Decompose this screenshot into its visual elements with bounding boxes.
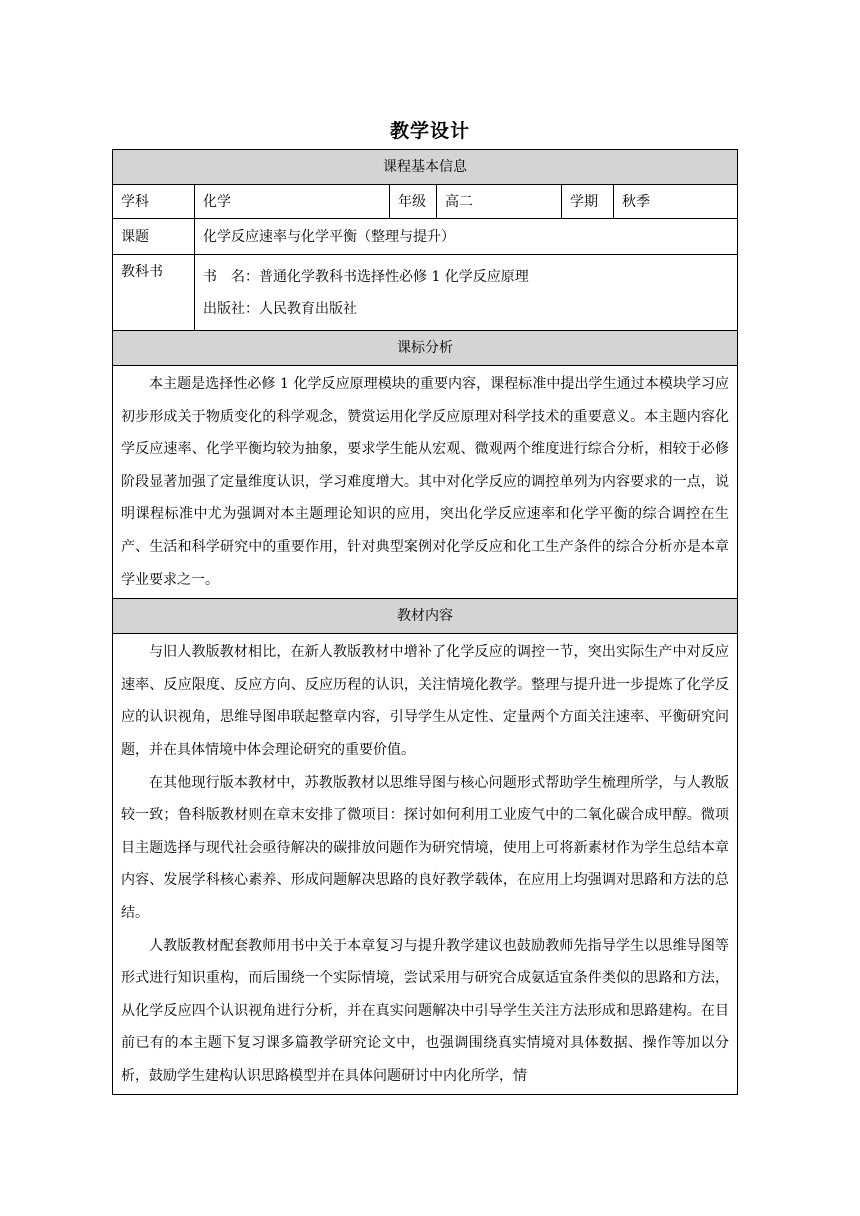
section-header-curriculum-analysis xyxy=(113,331,738,366)
textbook-row xyxy=(113,255,738,331)
basic-info-row xyxy=(113,185,738,219)
textbook-info xyxy=(195,255,738,331)
curriculum-analysis-row xyxy=(113,366,738,599)
term-label: 学期 xyxy=(562,185,614,219)
page-title: 教学设计 xyxy=(389,120,470,142)
grade-label: 年级 xyxy=(390,185,437,219)
term-value: 秋季 xyxy=(614,185,738,219)
subject-value: 化学 xyxy=(195,185,390,219)
section-title: 教材内容 xyxy=(113,599,738,634)
textbook-paragraph: 与旧人教版教材相比，在新人教版教材中增补了化学反应的调控一节，突出实际生产中对反应速率、反应限度、反应方向、反应历程的认识，关注情境化教学。整理与提升进一步提炼了化学反应的认识视角，思维导图串联起整章内容，引导学生从定性、定量两个方面关注速率、平衡研究问题，并在具体情境中体会理论研究的重要价值。 xyxy=(121,644,730,758)
subject-label: 学科 xyxy=(113,185,195,219)
course-info-table xyxy=(112,149,738,1095)
curriculum-analysis-cell xyxy=(113,366,738,599)
textbook-content-cell xyxy=(113,634,738,1095)
textbook-paragraph: 在其他现行版本教材中，苏教版教材以思维导图与核心问题形式帮助学生梳理所学，与人教版较一致；鲁科版教材则在章末安排了微项目：探讨如何利用工业废气中的二氧化碳合成甲醇。微项目主题选择与现代社会亟待解决的碳排放问题作为研究情境，使用上可将新素材作为学生总结本章内容、发展学科核心素养、形成问题解决思路的良好教学载体，在应用上均强调对思路和方法的总结。 xyxy=(121,774,730,921)
curriculum-analysis-paragraph: 本主题是选择性必修 1 化学反应原理模块的重要内容，课程标准中提出学生通过本模块学习应初步形成关于物质变化的科学观念，赞赏运用化学反应原理对科学技术的重要意义。本主题内容化学反应速率、化学平衡均较为抽象，要求学生能从宏观、微观两个维度进行综合分析，相较于必修阶段显著加强了定量维度认识，学习难度增大。其中对化学反应的调控单列为内容要求的一点，说明课程标准中尤为强调对本主题理论知识的应用，突出化学反应速率和化学平衡的综合调控在生产、生活和科学研究中的重要作用，针对典型案例对化学反应和化工生产条件的综合分析亦是本章学业要求之一。 xyxy=(121,376,730,588)
textbook-name: 书 名：普通化学教科书选择性必修 1 化学反应原理 xyxy=(203,268,529,285)
section-header-textbook-content xyxy=(113,599,738,634)
textbook-label: 教科书 xyxy=(113,255,195,331)
grade-value: 高二 xyxy=(437,185,562,219)
section-title: 课标分析 xyxy=(113,331,738,366)
topic-row xyxy=(113,219,738,255)
topic-value: 化学反应速率与化学平衡（整理与提升） xyxy=(195,219,738,255)
textbook-publisher: 出版社：人民教育出版社 xyxy=(203,300,357,317)
textbook-paragraph: 人教版教材配套教师用书中关于本章复习与提升教学建议也鼓励教师先指导学生以思维导图等形式进行知识重构，而后围绕一个实际情境，尝试采用与研究合成氨适宜条件类似的思路和方法，从化学反应四个认识视角进行分析，并在真实问题解决中引导学生关注方法形成和思路建构。在目前已有的本主题下复习课多篇教学研究论文中，也强调围绕真实情境对具体数据、操作等加以分析，鼓励学生建构认识思路模型并在具体问题研讨中内化所学，情 xyxy=(121,937,730,1084)
textbook-content-row xyxy=(113,634,738,1095)
section-title: 课程基本信息 xyxy=(113,150,738,185)
section-header-basic-info xyxy=(113,150,738,185)
topic-label: 课题 xyxy=(113,219,195,255)
